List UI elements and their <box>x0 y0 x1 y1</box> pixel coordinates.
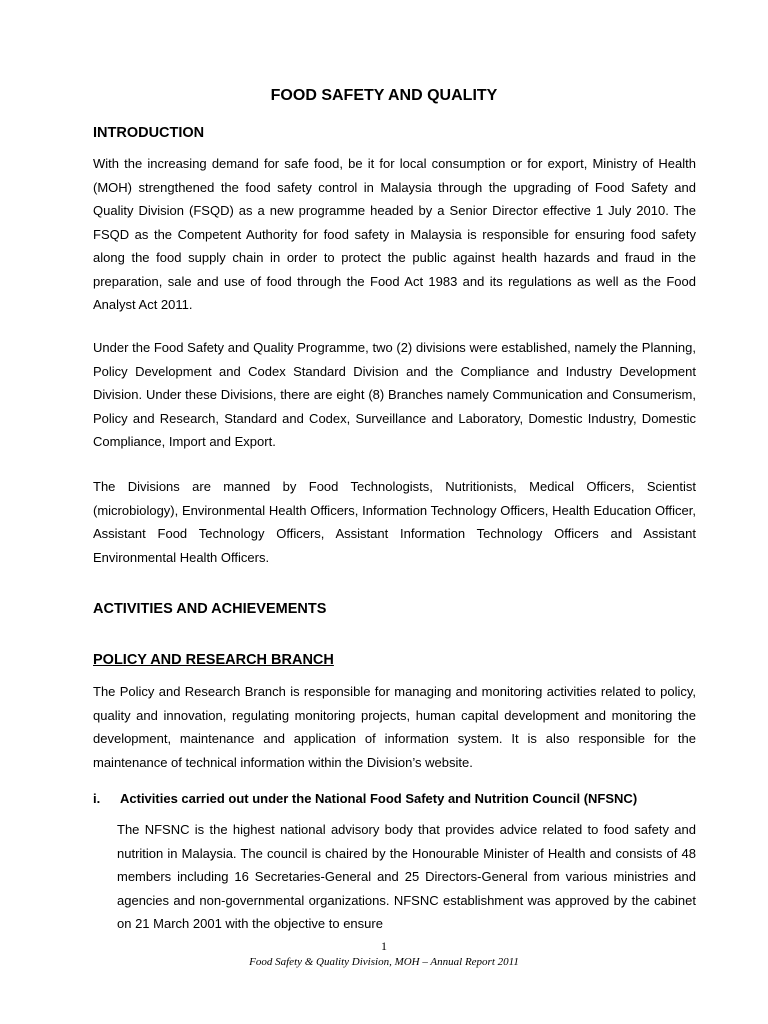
nfsnc-paragraph: The NFSNC is the highest national advisory body that provides advice related to food safety and nutrition in Malaysia. The council is chaired by the Honourable Minister of Health and consists of 48 members including 16 Secretaries-General and 25 Directors-General from various ministries and agencies and non-governmental organizations. NFSNC establishment was approved by the cabinet on 21 March 2001 with the objective to ensure <box>117 822 696 931</box>
activities-heading: ACTIVITIES AND ACHIEVEMENTS <box>93 601 327 617</box>
document-title: FOOD SAFETY AND QUALITY <box>270 87 498 104</box>
list-item-heading <box>93 790 637 808</box>
introduction-heading: INTRODUCTION <box>93 125 205 141</box>
list-item-title: Activities carried out under the National Food Safety and Nutrition Council (NFSNC) <box>120 791 638 806</box>
page-footer: Food Safety & Quality Division, MOH – Annual Report 2011 <box>249 956 519 968</box>
introduction-paragraph-3: The Divisions are manned by Food Technologists, Nutritionists, Medical Officers, Scientist (microbiology), Environmental Health Officers, Information Technology Officers, Health Education Officer, Assistant Food Technology Officers, Assistant Information Technology Officers and Assistant Environmental Health Officers. <box>93 479 696 565</box>
introduction-paragraph-2: Under the Food Safety and Quality Programme, two (2) divisions were established, namely the Planning, Policy Development and Codex Standard Division and the Compliance and Industry Development Division. Under these Divisions, there are eight (8) Branches namely Communication and Consumerism, Policy and Research, Standard and Codex, Surveillance and Laboratory, Domestic Industry, Domestic Compliance, Import and Export. <box>93 340 696 449</box>
page-number: 1 <box>381 939 387 953</box>
policy-branch-heading: POLICY AND RESEARCH BRANCH <box>93 652 334 668</box>
list-marker: i. <box>93 791 101 806</box>
introduction-paragraph-1: With the increasing demand for safe food, be it for local consumption or for export, Ministry of Health (MOH) strengthened the food safety control in Malaysia through the upgrading of Food Safety and Quality Division (FSQD) as a new programme headed by a Senior Director effective 1 July 2010. The FSQD as the Competent Authority for food safety in Malaysia is responsible for ensuring food safety along the food supply chain in order to protect the public against health hazards and fraud in the preparation, sale and use of food through the Food Act 1983 and its regulations as well as the Food Analyst Act 2011. <box>93 156 696 312</box>
policy-branch-paragraph: The Policy and Research Branch is responsible for managing and monitoring activities related to policy, quality and innovation, regulating monitoring projects, human capital development and monitoring the development, maintenance and application of information system. It is also responsible for the maintenance of technical information within the Division’s website. <box>93 684 696 770</box>
